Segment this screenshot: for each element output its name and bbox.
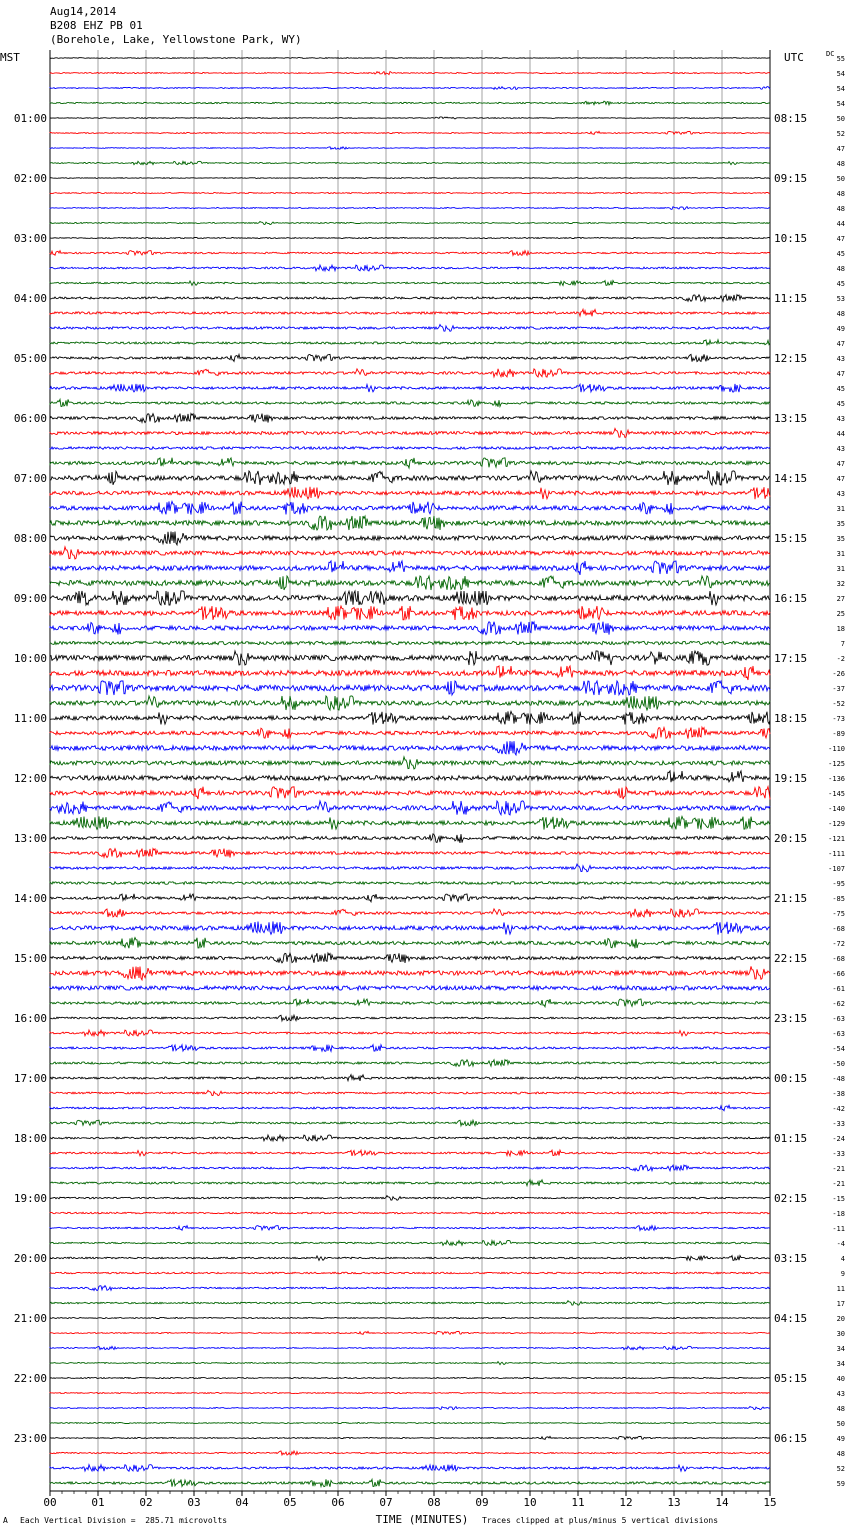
dc-offset-label: -52 xyxy=(832,700,845,708)
x-tick-label: 01 xyxy=(91,1496,105,1509)
x-tick-label: 00 xyxy=(43,1496,57,1509)
dc-offset-label: 49 xyxy=(836,1435,845,1443)
dc-offset-label: -24 xyxy=(832,1135,845,1143)
dc-offset-label: 18 xyxy=(836,625,845,633)
trace-line xyxy=(50,193,770,194)
trace-line xyxy=(50,1060,770,1067)
utc-hour-label: 22:15 xyxy=(774,952,808,965)
dc-offset-label: -72 xyxy=(832,940,845,948)
dc-offset-label: -11 xyxy=(832,1225,845,1233)
utc-hour-label: 16:15 xyxy=(774,592,808,605)
dc-offset-label: -38 xyxy=(832,1090,845,1098)
dc-offset-label: 43 xyxy=(836,1390,845,1398)
trace-line xyxy=(50,58,770,59)
dc-offset-label: 31 xyxy=(836,505,845,513)
mst-hour-label: 15:00 xyxy=(13,952,47,965)
dc-offset-label: 48 xyxy=(836,1405,845,1413)
utc-hour-label: 11:15 xyxy=(774,292,808,305)
trace-line xyxy=(50,1256,770,1261)
trace-line xyxy=(50,816,770,829)
trace-line xyxy=(50,1451,770,1455)
trace-line xyxy=(50,207,770,210)
dc-offset-label: -2 xyxy=(836,655,845,663)
dc-offset-label: -63 xyxy=(832,1030,845,1038)
dc-offset-label: -54 xyxy=(832,1045,845,1053)
trace-line xyxy=(50,265,770,271)
trace-line xyxy=(50,1362,770,1365)
mst-hour-label: 13:00 xyxy=(13,832,47,845)
dc-offset-label: 47 xyxy=(836,340,845,348)
dc-offset-label: -37 xyxy=(832,685,845,693)
trace-line xyxy=(50,447,770,450)
trace-line xyxy=(50,428,770,437)
dc-offset-label: 4 xyxy=(840,1255,845,1263)
utc-hour-label: 04:15 xyxy=(774,1312,808,1325)
trace-line xyxy=(50,251,770,256)
trace-line xyxy=(50,1212,770,1214)
dc-offset-label: 43 xyxy=(836,355,845,363)
utc-hour-label: 10:15 xyxy=(774,232,808,245)
mst-hour-label: 16:00 xyxy=(13,1012,47,1025)
mst-hour-label: 09:00 xyxy=(13,592,47,605)
division-note: Each Vertical Division = 285.71 microvolts xyxy=(20,1516,228,1525)
trace-line xyxy=(50,1105,770,1110)
trace-line xyxy=(50,953,770,963)
dc-offset-label: 44 xyxy=(836,220,845,228)
trace-line xyxy=(50,295,770,302)
trace-line xyxy=(50,909,770,917)
trace-line xyxy=(50,1165,770,1171)
utc-hour-label: 18:15 xyxy=(774,712,808,725)
dc-offset-label: -111 xyxy=(828,850,845,858)
mst-hour-label: 22:00 xyxy=(13,1372,47,1385)
mst-hour-label: 02:00 xyxy=(13,172,47,185)
trace-line xyxy=(50,1423,770,1424)
dc-offset-label: -21 xyxy=(832,1165,845,1173)
x-axis-label: TIME (MINUTES) xyxy=(375,1513,469,1526)
dc-offset-label: -66 xyxy=(832,970,845,978)
x-tick-label: 08 xyxy=(427,1496,441,1509)
dc-offset-label: 43 xyxy=(836,445,845,453)
x-tick-label: 06 xyxy=(331,1496,345,1509)
dc-offset-label: 47 xyxy=(836,235,845,243)
trace-line xyxy=(50,864,770,872)
trace-line xyxy=(50,547,770,559)
trace-line xyxy=(50,921,770,934)
dc-offset-label: 47 xyxy=(836,475,845,483)
mst-hour-label: 21:00 xyxy=(13,1312,47,1325)
x-tick-label: 04 xyxy=(235,1496,249,1509)
mst-hour-label: 19:00 xyxy=(13,1192,47,1205)
trace-line xyxy=(50,1090,770,1095)
trace-line xyxy=(50,1436,770,1439)
utc-hour-label: 05:15 xyxy=(774,1372,808,1385)
trace-line xyxy=(50,1407,770,1410)
dc-offset-label: 45 xyxy=(836,400,845,408)
x-tick-label: 02 xyxy=(139,1496,153,1509)
dc-offset-label: 17 xyxy=(836,1300,845,1308)
dc-offset-label: -107 xyxy=(828,865,845,873)
dc-offset-label: -42 xyxy=(832,1105,845,1113)
dc-offset-label: 11 xyxy=(836,1285,845,1293)
trace-line xyxy=(50,325,770,332)
trace-line xyxy=(50,621,770,634)
trace-line xyxy=(50,1393,770,1394)
trace-line xyxy=(50,711,770,724)
mst-hour-label: 11:00 xyxy=(13,712,47,725)
trace-line xyxy=(50,1479,770,1486)
mst-hour-label: 05:00 xyxy=(13,352,47,365)
trace-line xyxy=(50,1045,770,1052)
station-label: B208 EHZ PB 01 xyxy=(50,19,143,32)
trace-line xyxy=(50,340,770,345)
trace-line xyxy=(50,1120,770,1126)
utc-hour-label: 20:15 xyxy=(774,832,808,845)
trace-line xyxy=(50,986,770,990)
dc-offset-label: -75 xyxy=(832,910,845,918)
trace-line xyxy=(50,487,770,499)
trace-line xyxy=(50,101,770,105)
dc-offset-label: -89 xyxy=(832,730,845,738)
dc-offset-label: 45 xyxy=(836,280,845,288)
trace-line xyxy=(50,309,770,316)
dc-offset-label: -61 xyxy=(832,985,845,993)
utc-hour-label: 23:15 xyxy=(774,1012,808,1025)
trace-line xyxy=(50,384,770,392)
dc-offset-label: 48 xyxy=(836,190,845,198)
trace-line xyxy=(50,834,770,843)
utc-hour-label: 00:15 xyxy=(774,1072,808,1085)
trace-line xyxy=(50,72,770,75)
right-axis-title: UTC xyxy=(784,51,804,64)
dc-offset-label: -48 xyxy=(832,1075,845,1083)
dc-offset-label: -140 xyxy=(828,805,845,813)
x-tick-label: 07 xyxy=(379,1496,393,1509)
utc-hour-label: 02:15 xyxy=(774,1192,808,1205)
utc-hour-label: 08:15 xyxy=(774,112,808,125)
dc-offset-label: 27 xyxy=(836,595,845,603)
dc-offset-label: 47 xyxy=(836,460,845,468)
dc-offset-label: 45 xyxy=(836,250,845,258)
trace-line xyxy=(50,894,770,902)
trace-line xyxy=(50,966,770,980)
dc-offset-label: 44 xyxy=(836,430,845,438)
dc-offset-label: 20 xyxy=(836,1315,845,1323)
trace-line xyxy=(50,849,770,858)
dc-offset-label: 48 xyxy=(836,205,845,213)
dc-offset-label: 45 xyxy=(836,385,845,393)
trace-line xyxy=(50,516,770,530)
dc-offset-label: -110 xyxy=(828,745,845,753)
trace-line xyxy=(50,87,770,90)
utc-hour-label: 03:15 xyxy=(774,1252,808,1265)
dc-offset-label: -95 xyxy=(832,880,845,888)
trace-line xyxy=(50,1075,770,1081)
trace-line xyxy=(50,727,770,738)
clip-note: Traces clipped at plus/minus 5 vertical divisions xyxy=(482,1516,719,1525)
utc-hour-label: 12:15 xyxy=(774,352,808,365)
trace-line xyxy=(50,1272,770,1274)
trace-line xyxy=(50,281,770,286)
dc-offset-label: -129 xyxy=(828,820,845,828)
dc-offset-label: -33 xyxy=(832,1150,845,1158)
mst-hour-label: 07:00 xyxy=(13,472,47,485)
utc-hour-label: 15:15 xyxy=(774,532,808,545)
trace-line xyxy=(50,238,770,239)
dc-label: DC xyxy=(826,50,835,58)
dc-offset-label: -145 xyxy=(828,790,845,798)
dc-offset-label: 35 xyxy=(836,520,845,528)
dc-offset-label: -121 xyxy=(828,835,845,843)
utc-hour-label: 06:15 xyxy=(774,1432,808,1445)
dc-offset-label: 47 xyxy=(836,370,845,378)
dc-offset-label: -63 xyxy=(832,1015,845,1023)
dc-offset-label: 9 xyxy=(840,1270,845,1278)
mst-hour-label: 18:00 xyxy=(13,1132,47,1145)
dc-offset-label: 40 xyxy=(836,1375,845,1383)
trace-line xyxy=(50,1378,770,1379)
mst-hour-label: 06:00 xyxy=(13,412,47,425)
trace-line xyxy=(50,696,770,710)
dc-offset-label: 54 xyxy=(836,70,845,78)
dc-offset-label: 47 xyxy=(836,145,845,153)
trace-line xyxy=(50,369,770,377)
dc-offset-label: 31 xyxy=(836,565,845,573)
x-tick-label: 09 xyxy=(475,1496,489,1509)
dc-offset-label: -68 xyxy=(832,925,845,933)
trace-line xyxy=(50,1226,770,1231)
utc-hour-label: 14:15 xyxy=(774,472,808,485)
dc-offset-label: 48 xyxy=(836,310,845,318)
dc-offset-label: 35 xyxy=(836,535,845,543)
dc-offset-label: -18 xyxy=(832,1210,845,1218)
dc-offset-label: 31 xyxy=(836,550,845,558)
dc-offset-label: -4 xyxy=(836,1240,845,1248)
trace-line xyxy=(50,606,770,620)
mst-hour-label: 23:00 xyxy=(13,1432,47,1445)
trace-line xyxy=(50,1465,770,1472)
dc-offset-label: 50 xyxy=(836,1420,845,1428)
dc-offset-label: 34 xyxy=(836,1345,845,1353)
trace-line xyxy=(50,591,770,605)
trace-line xyxy=(50,501,770,514)
dc-offset-label: 52 xyxy=(836,130,845,138)
utc-hour-label: 13:15 xyxy=(774,412,808,425)
trace-line xyxy=(50,576,770,590)
dc-offset-label: -21 xyxy=(832,1180,845,1188)
dc-offset-label: 50 xyxy=(836,175,845,183)
dc-offset-label: 48 xyxy=(836,160,845,168)
trace-line xyxy=(50,458,770,468)
trace-line xyxy=(50,161,770,164)
dc-offset-label: 52 xyxy=(836,1465,845,1473)
mst-hour-label: 10:00 xyxy=(13,652,47,665)
trace-line xyxy=(50,999,770,1007)
trace-line xyxy=(50,1015,770,1021)
mst-hour-label: 14:00 xyxy=(13,892,47,905)
dc-offset-label: 53 xyxy=(836,295,845,303)
dc-offset-label: 48 xyxy=(836,265,845,273)
trace-line xyxy=(50,1241,770,1246)
trace-line xyxy=(50,787,770,800)
dc-offset-label: 50 xyxy=(836,115,845,123)
x-tick-label: 13 xyxy=(667,1496,681,1509)
utc-hour-label: 17:15 xyxy=(774,652,808,665)
mst-hour-label: 08:00 xyxy=(13,532,47,545)
trace-line xyxy=(50,471,770,485)
trace-line xyxy=(50,651,770,665)
utc-hour-label: 01:15 xyxy=(774,1132,808,1145)
x-tick-label: 15 xyxy=(763,1496,777,1509)
dc-offset-label: 59 xyxy=(836,1480,845,1488)
dc-offset-label: -125 xyxy=(828,760,845,768)
trace-line xyxy=(50,532,770,545)
trace-line xyxy=(50,1196,770,1201)
date-label: Aug14,2014 xyxy=(50,5,117,18)
dc-offset-label: 7 xyxy=(840,640,845,648)
dc-offset-label: 25 xyxy=(836,610,845,618)
trace-line xyxy=(50,1346,770,1349)
dc-offset-label: -33 xyxy=(832,1120,845,1128)
dc-offset-label: 54 xyxy=(836,85,845,93)
dc-offset-label: -85 xyxy=(832,895,845,903)
x-tick-label: 03 xyxy=(187,1496,201,1509)
mst-hour-label: 17:00 xyxy=(13,1072,47,1085)
trace-line xyxy=(50,757,770,769)
trace-line xyxy=(50,741,770,755)
mst-hour-label: 04:00 xyxy=(13,292,47,305)
dc-offset-label: 55 xyxy=(836,55,845,63)
dc-offset-label: -73 xyxy=(832,715,845,723)
trace-line xyxy=(50,414,770,423)
trace-line xyxy=(50,1180,770,1186)
x-tick-label: 11 xyxy=(571,1496,585,1509)
trace-line xyxy=(50,938,770,949)
left-axis-title: MST xyxy=(0,51,20,64)
dc-offset-label: -62 xyxy=(832,1000,845,1008)
trace-line xyxy=(50,1135,770,1141)
utc-hour-label: 09:15 xyxy=(774,172,808,185)
trace-line xyxy=(50,399,770,406)
trace-line xyxy=(50,1030,770,1036)
dc-offset-label: -68 xyxy=(832,955,845,963)
dc-offset-label: -50 xyxy=(832,1060,845,1068)
trace-line xyxy=(50,131,770,134)
mst-hour-label: 03:00 xyxy=(13,232,47,245)
utc-hour-label: 19:15 xyxy=(774,772,808,785)
dc-offset-label: -136 xyxy=(828,775,845,783)
dc-offset-label: 49 xyxy=(836,325,845,333)
trace-line xyxy=(50,771,770,782)
dc-offset-label: 30 xyxy=(836,1330,845,1338)
dc-offset-label: -26 xyxy=(832,670,845,678)
trace-line xyxy=(50,117,770,119)
trace-line xyxy=(50,1286,770,1291)
trace-line xyxy=(50,1331,770,1334)
dc-offset-label: 32 xyxy=(836,580,845,588)
trace-line xyxy=(50,222,770,225)
trace-line xyxy=(50,1150,770,1156)
trace-line xyxy=(50,147,770,149)
trace-line xyxy=(50,666,770,680)
trace-line xyxy=(50,681,770,695)
location-label: (Borehole, Lake, Yellowstone Park, WY) xyxy=(50,33,302,46)
mst-hour-label: 20:00 xyxy=(13,1252,47,1265)
trace-line xyxy=(50,1318,770,1319)
dc-offset-label: 43 xyxy=(836,490,845,498)
x-tick-label: 14 xyxy=(715,1496,729,1509)
x-tick-label: 05 xyxy=(283,1496,297,1509)
dc-offset-label: 34 xyxy=(836,1360,845,1368)
x-tick-label: 12 xyxy=(619,1496,633,1509)
trace-line xyxy=(50,882,770,885)
trace-line xyxy=(50,178,770,179)
trace-line xyxy=(50,1301,770,1306)
trace-line xyxy=(50,561,770,575)
dc-offset-label: -15 xyxy=(832,1195,845,1203)
mst-hour-label: 12:00 xyxy=(13,772,47,785)
x-tick-label: 10 xyxy=(523,1496,537,1509)
dc-offset-label: 48 xyxy=(836,1450,845,1458)
utc-hour-label: 21:15 xyxy=(774,892,808,905)
corner-mark: A xyxy=(3,1516,8,1525)
trace-line xyxy=(50,354,770,361)
dc-offset-label: 54 xyxy=(836,100,845,108)
dc-offset-label: 43 xyxy=(836,415,845,423)
trace-line xyxy=(50,801,770,815)
trace-line xyxy=(50,641,770,644)
mst-hour-label: 01:00 xyxy=(13,112,47,125)
